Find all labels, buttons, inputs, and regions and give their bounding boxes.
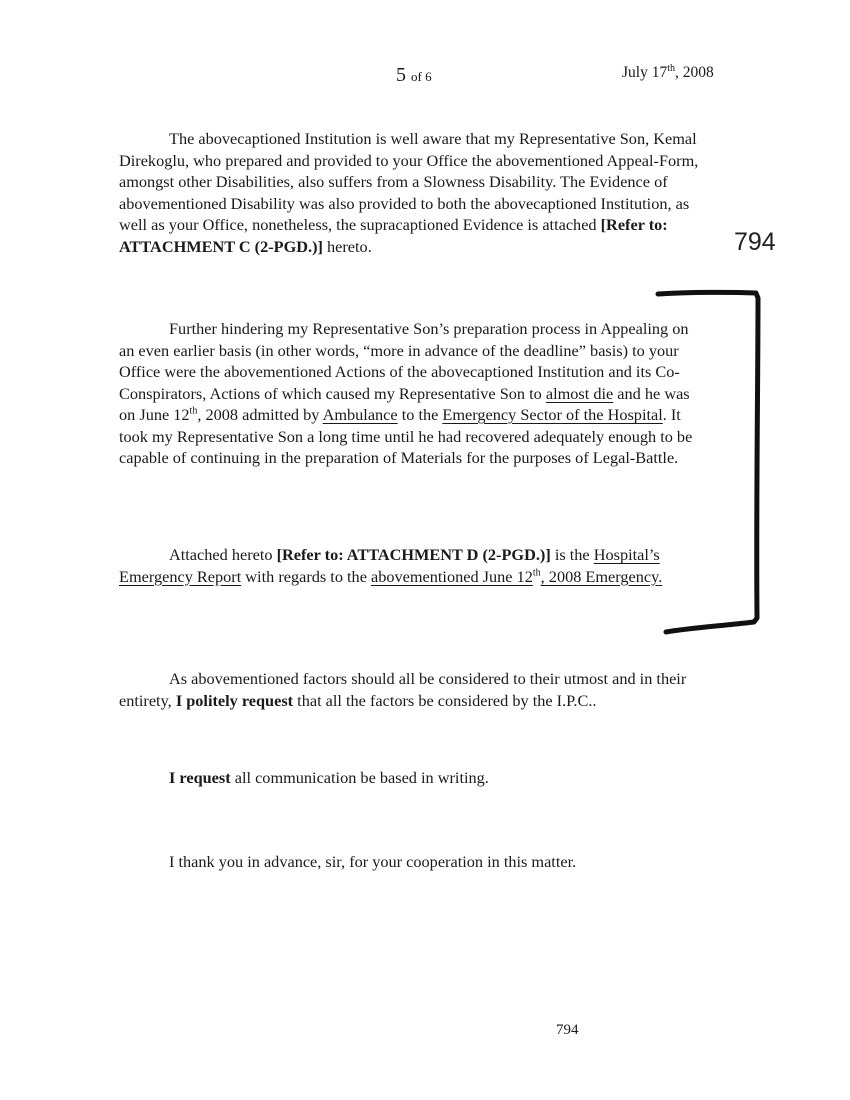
underlined-almost-die: almost die (545, 383, 614, 403)
paragraph-1-tail: hereto. (322, 236, 372, 256)
bracket-stroke (658, 292, 758, 632)
underlined-june-emergency-end: , 2008 Emergency. (540, 566, 663, 586)
underlined-emergency-sector: Emergency Sector of the Hospital (442, 405, 663, 424)
underlined-emergency-report: Hospital’s Emergency Report (119, 545, 660, 586)
paragraph-3-a: Attached hereto (169, 545, 277, 564)
paragraph-thank-you (119, 851, 719, 873)
paragraph-3-c: with regards to the (241, 566, 371, 586)
attachment-c-reference: [Refer to: ATTACHMENT C (2-PGD.)] (119, 215, 668, 256)
footer-page-stamp: 794 (556, 1022, 579, 1038)
paragraph-4-b: that all the factors be considered by the I.P.C.. (293, 690, 597, 710)
paragraph-2-e: . It took my Representative Son a long time until he had recovered adequately enough to be capable of continuing in the preparation of Materials for the purposes of Legal-Battle. (119, 405, 693, 467)
paragraph-2-b: and he was on June 12 (119, 383, 690, 424)
paragraph-polite-request (119, 668, 724, 711)
paragraph-attachment-d (119, 544, 719, 587)
paragraph-slowness-disability (119, 128, 719, 257)
paragraph-3-b: is the (550, 545, 594, 564)
header-date-sup: th (667, 62, 675, 74)
underlined-june-emergency: abovementioned June 12 (371, 566, 533, 586)
header-date (622, 64, 714, 82)
paragraph-6-a: I thank you in advance, sir, for your cooperation in this matter. (169, 852, 577, 871)
polite-request-bold: I politely request (175, 690, 294, 710)
paragraph-5-a: all communication be based in writing. (230, 768, 489, 787)
paragraph-2-a: Further hindering my Representative Son’s preparation process in Appealing on an even earlier basis (in other words, “more in advance of the deadline” basis) to your Office were the abovementioned Actions of the abovecaptioned Institution and its Co-Conspirators, Actions of which caused my Representative Son to (119, 319, 689, 403)
paragraph-writing-request (119, 767, 719, 789)
handwritten-bracket (650, 284, 770, 644)
paragraph-1-text: The abovecaptioned Institution is well aware that my Representative Son, Kemal Direkoglu, who prepared and provided to your Office the abovementioned Appeal-Form, amongst other Disabilities, also suffers from a Slowness Disability. The Evidence of abovementioned Disability was also provided to both the abovecaptioned Institution, as well as your Office, nonetheless, the supracaptioned Evidence is attached (119, 129, 699, 234)
margin-page-stamp: 794 (734, 228, 776, 256)
paragraph-4-a: As abovementioned factors should all be considered to their utmost and in their entirety, (119, 669, 687, 710)
page-number-of: of 6 (411, 69, 432, 84)
paragraph-3-sup: th (532, 567, 541, 579)
page-number-value: 5 (396, 64, 406, 86)
underlined-ambulance: Ambulance (322, 405, 398, 424)
paragraph-2-d: to the (397, 405, 443, 424)
paragraph-2-sup: th (189, 405, 198, 417)
page-number (396, 64, 432, 87)
header-date-suffix: , 2008 (675, 64, 714, 81)
paragraph-2-c: , 2008 admitted by (197, 405, 323, 424)
header-date-prefix: July 17 (622, 64, 668, 81)
request-bold: I request (169, 768, 231, 787)
paragraph-hindering-preparation (119, 318, 704, 469)
attachment-d-reference: [Refer to: ATTACHMENT D (2-PGD.)] (276, 545, 551, 564)
